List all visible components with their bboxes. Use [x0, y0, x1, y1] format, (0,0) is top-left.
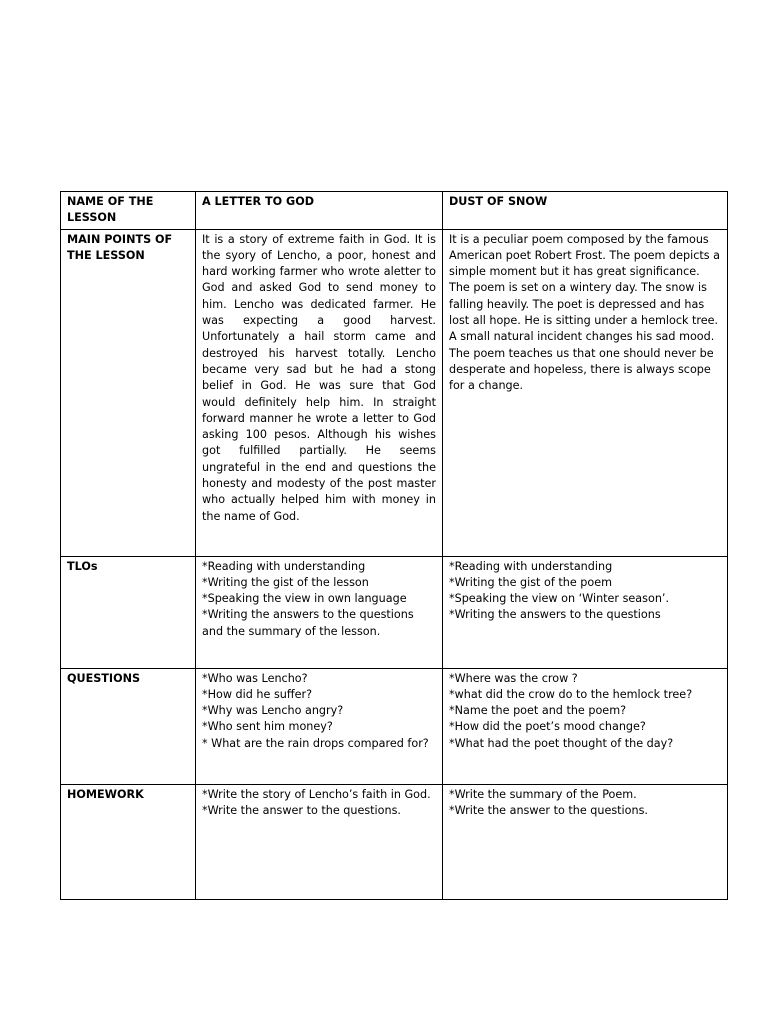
table-row-tlos [61, 556, 728, 668]
lesson1-tlos [196, 556, 443, 668]
list-item: *Write the answer to the questions. [202, 803, 401, 817]
lesson2-title: DUST OF SNOW [443, 192, 728, 230]
table-row-header [61, 192, 728, 230]
lesson1-title: A LETTER TO GOD [196, 192, 443, 230]
list-item: *Who sent him money? [202, 720, 333, 734]
list-item: *Why was Lencho angry? [202, 704, 344, 718]
list-item: *Name the poet and the poem? [449, 704, 627, 718]
list-item: *Speaking the view in own language [202, 592, 407, 606]
list-item: *Write the story of Lencho’s faith in God. [202, 787, 431, 801]
lesson2-tlos [443, 556, 728, 668]
lesson1-questions [196, 668, 443, 784]
list-item: *Write the summary of the Poem. [449, 787, 637, 801]
questions-label: QUESTIONS [61, 668, 196, 784]
list-item: * What are the rain drops compared for? [202, 736, 429, 750]
lesson2-homework [443, 784, 728, 899]
list-item: *How did he suffer? [202, 687, 313, 701]
list-item: *Writing the gist of the lesson [202, 575, 369, 589]
list-item: *What had the poet thought of the day? [449, 736, 674, 750]
lesson-plan-table [60, 191, 728, 900]
list-item: *Who was Lencho? [202, 671, 308, 685]
lesson1-main-points: It is a story of extreme faith in God. It is the syory of Lencho, a poor, honest and hard working farmer who wrote aletter to God and asked God to send money to him. Lencho was dedicated farmer. He was expecting a good harvest. Unfortunately a hail storm came and destroyed his harvest totally. Lencho became very sad but he had a stong belief in God. He was sure that God would definitely help him. In straight forward manner he wrote a letter to God asking 100 pesos. Although his wishes got fulfilled partially. He seems ungrateful in the end and questions the honesty and modesty of the post master who actually helped him with money in the name of God. [196, 229, 443, 556]
table-row-main-points [61, 229, 728, 556]
list-item: *How did the poet’s mood change? [449, 720, 646, 734]
list-item: *Where was the crow ? [449, 671, 578, 685]
tlos-label: TLOs [61, 556, 196, 668]
list-item: *Writing the answers to the questions [449, 608, 661, 622]
lesson2-main-points: It is a peculiar poem composed by the famous American poet Robert Frost. The poem depicts a simple moment but it has great significance. The poem is set on a wintery day. The snow is falling heavily. The poet is depressed and has lost all hope. He is sitting under a hemlock tree. A small natural incident changes his sad mood. The poem teaches us that one should never be desperate and hopeless, there is always scope for a change. [443, 229, 728, 556]
table-row-homework [61, 784, 728, 899]
list-item: *Writing the gist of the poem [449, 575, 612, 589]
homework-label: HOMEWORK [61, 784, 196, 899]
header-label-cell: NAME OF THE LESSON [61, 192, 196, 230]
list-item: *Write the answer to the questions. [449, 803, 648, 817]
list-item: *Speaking the view on ‘Winter season’. [449, 592, 670, 606]
main-points-label: MAIN POINTS OF THE LESSON [61, 229, 196, 556]
list-item: *what did the crow do to the hemlock tree? [449, 687, 693, 701]
lesson2-questions [443, 668, 728, 784]
list-item: *Reading with understanding [202, 559, 366, 573]
list-item: *Writing the answers to the questions and the summary of the lesson. [202, 608, 414, 638]
lesson1-homework [196, 784, 443, 899]
table-row-questions [61, 668, 728, 784]
list-item: *Reading with understanding [449, 559, 613, 573]
